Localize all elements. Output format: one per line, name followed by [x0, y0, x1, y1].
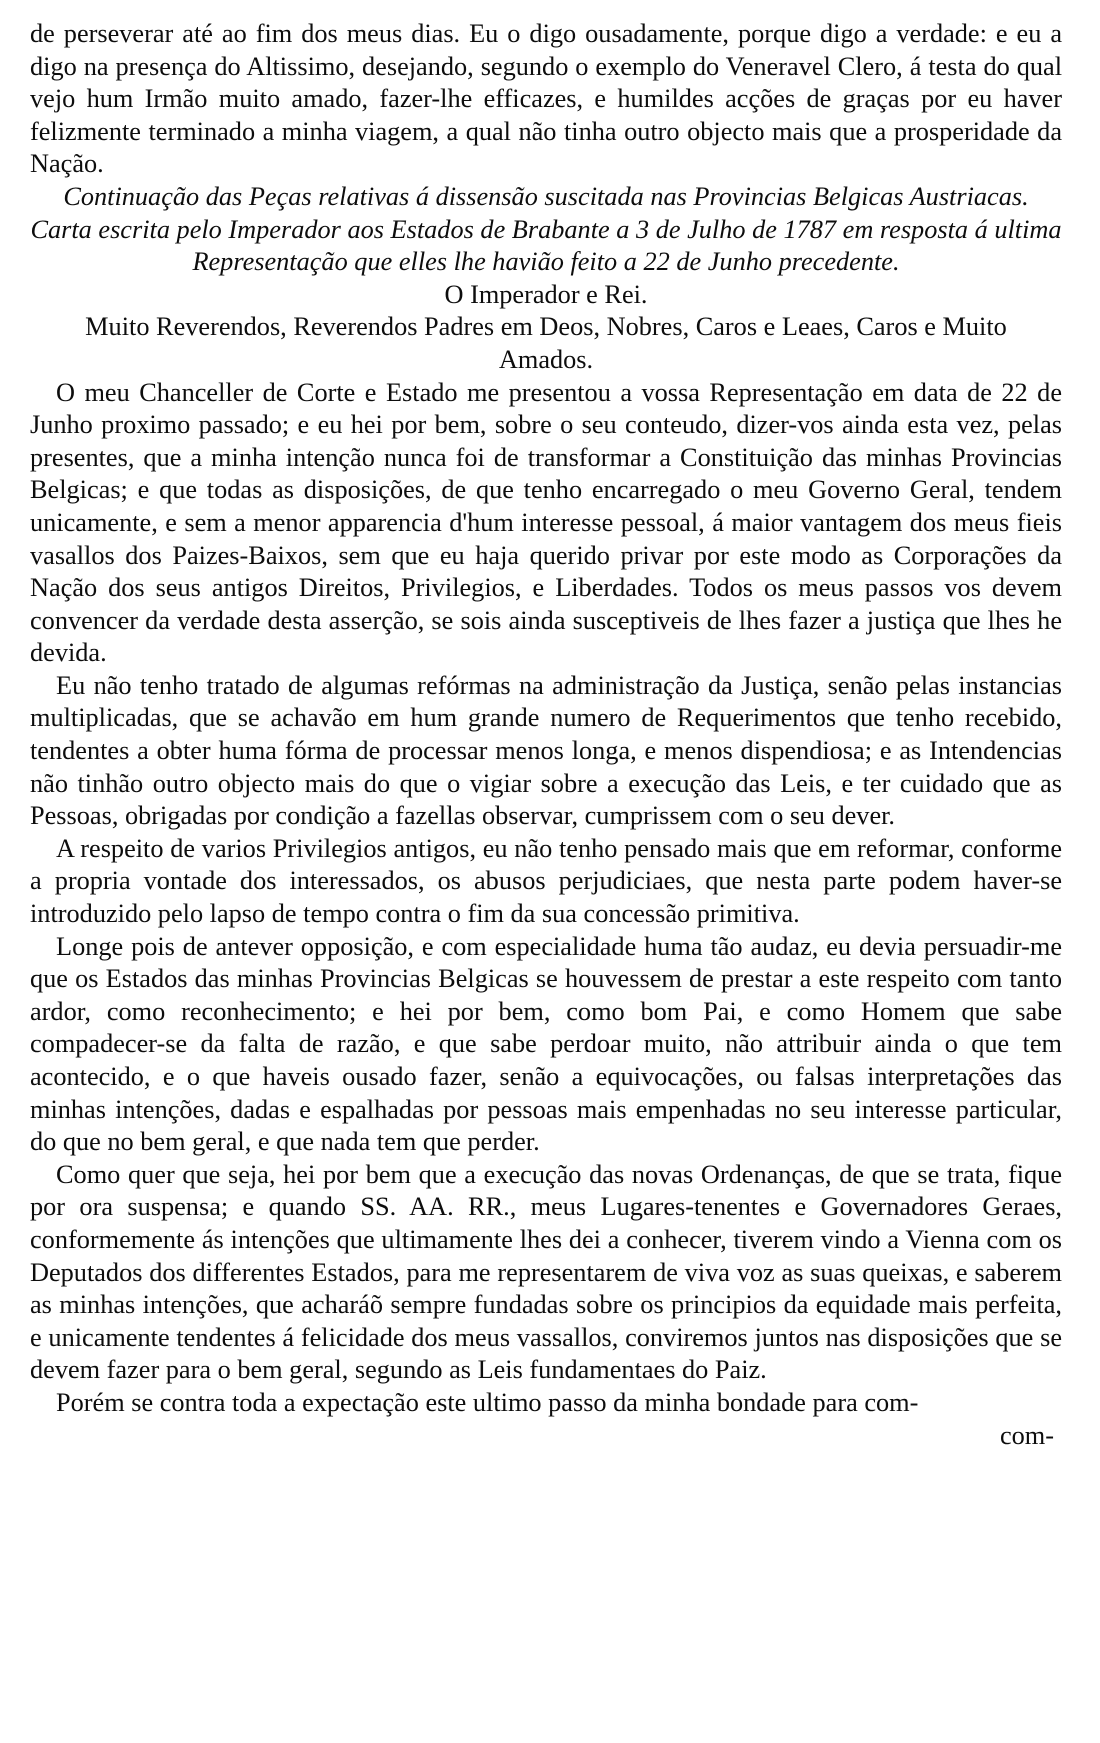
body-paragraph-2: Eu não tenho tratado de algumas refórmas na administração da Justiça, senão pelas instancias multiplicadas, que se achavão em hum grande numero de Requerimentos que tenho recebido, tendentes a obter huma fórma de processar menos longa, e menos dispendiosa; e as Intendencias não tinhão outro objecto mais do que o vigiar sobre a execução das Leis, e ter cuidado que as Pessoas, obrigadas por condição a fazellas observar, cumprissem com o seu dever. — [30, 670, 1062, 831]
sender-line: O Imperador e Rei. — [444, 279, 648, 309]
continuation-paragraph: de perseverar até ao fim dos meus dias. Eu o digo ousadamente, porque digo a verdade: e eu a digo na presença do Altissimo, desejando, segundo o exemplo do Veneravel Clero, á testa do qual vejo hum Irmão muito amado, fazer-lhe efficazes, e humildes acções de graças por eu haver felizmente terminado a minha viagem, a qual não tinha outro objecto mais que a prosperidade da Nação. — [30, 19, 1062, 179]
salutation: Muito Reverendos, Reverendos Padres em Deos, Nobres, Caros e Leaes, Caros e Muito Amados. — [85, 312, 1007, 374]
body-paragraph-3: A respeito de varios Privilegios antigos, eu não tenho pensado mais que em reformar, conforme a propria vontade dos interessados, os abusos perjudiciaes, que nesta parte podem haver-se introduzido pelo lapso de tempo contra o fim da sua concessão primitiva. — [30, 833, 1062, 929]
body-paragraph-4: Longe pois de antever opposição, e com especialidade huma tão audaz, eu devia persuadir-me que os Estados das minhas Provincias Belgicas se houvessem de prestar a este respeito com tanto ardor, como reconhecimento; e hei por bem, como bom Pai, e como Homem que sabe compadecer-se da falta de razão, e que sabe perdoar muito, não attribuir ainda o que tem acontecido, e o que haveis ousado fazer, senão a equivocações, ou falsas interpretações das minhas intenções, dadas e espalhadas por pessoas mais empenhadas no seu interesse particular, do que no bem geral, e que nada tem que perder. — [30, 931, 1062, 1157]
letter-title: Carta escrita pelo Imperador aos Estados de Brabante a 3 de Julho de 1787 em resposta á ultima Representação que elles lhe havião feito a 22 de Junho precedente. — [30, 214, 1062, 277]
section-heading: Continuação das Peças relativas á dissensão suscitada nas Provincias Belgicas Austriacas. — [63, 181, 1029, 211]
body-paragraph-5: Como quer que seja, hei por bem que a execução das novas Ordenanças, de que se trata, fique por ora suspensa; e quando SS. AA. RR., meus Lugares-tenentes e Governadores Geraes, conformemente ás intenções que ultimamente lhes dei a conhecer, tiverem vindo a Vienna com os Deputados dos differentes Estados, para me representarem de viva voz as suas queixas, e saberem as minhas intenções, que acharáõ sempre fundadas sobre os principios da equidade mais perfeita, e unicamente tendentes á felicidade dos meus vassallos, conviremos juntos nas disposições que se devem fazer para o bem geral, segundo as Leis fundamentaes do Paiz. — [30, 1159, 1062, 1385]
catchword: com- — [999, 1420, 1054, 1450]
body-paragraph-1: O meu Chanceller de Corte e Estado me presentou a vossa Representação em data de 22 de Junho proximo passado; e eu hei por bem, sobre o seu conteudo, dizer-vos ainda esta vez, pelas presentes, que a minha intenção nunca foi de transformar a Constituição das minhas Provincias Belgicas; e que todas as disposições, de que tenho encarregado o meu Governo Geral, tendem unicamente, e sem a menor apparencia d'hum interesse pessoal, á maior vantagem dos meus fieis vasallos dos Paizes-Baixos, sem que eu haja querido privar por este modo as Corporações da Nação dos seus antigos Direitos, Privilegios, e Liberdades. Todos os meus passos vos devem convencer da verdade desta asserção, se sois ainda susceptiveis de lhes fazer a justiça que lhes he devida. — [30, 377, 1062, 668]
body-paragraph-6: Porém se contra toda a expectação este ultimo passo da minha bondade para com- — [56, 1387, 919, 1417]
